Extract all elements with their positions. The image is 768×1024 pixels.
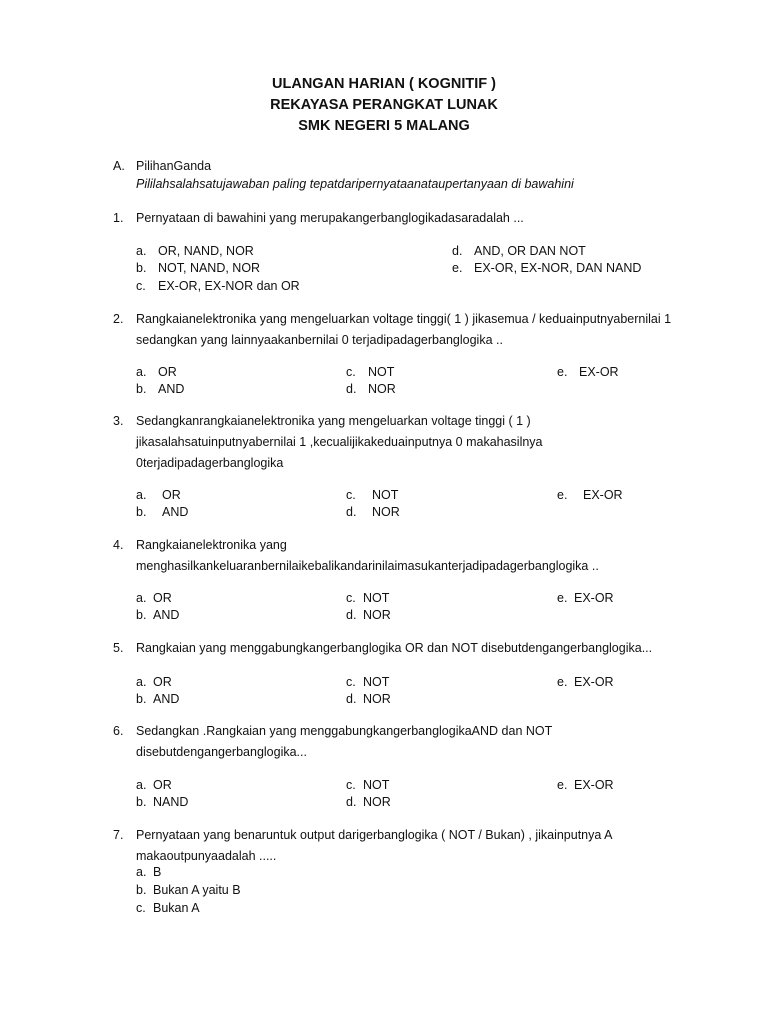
option-letter: d. [452, 244, 463, 258]
answer-option[interactable] [557, 488, 623, 502]
option-letter: c. [346, 365, 356, 379]
answer-option[interactable] [346, 488, 398, 502]
question-number: 2. [113, 312, 124, 326]
option-text: EX-OR, EX-NOR dan OR [158, 279, 300, 293]
answer-option[interactable] [346, 778, 389, 792]
option-letter: e. [452, 261, 463, 275]
answer-option[interactable] [136, 261, 260, 275]
option-letter: c. [136, 901, 146, 915]
option-letter: a. [136, 244, 147, 258]
section-title: PilihanGanda [136, 159, 212, 173]
option-letter: c. [346, 488, 356, 502]
answer-option[interactable] [452, 244, 586, 258]
header-line-3: SMK NEGERI 5 MALANG [298, 118, 470, 134]
question-text: Pernyataan di bawahini yang merupakangerbanglogikadasaradalah ... [136, 211, 524, 225]
option-text: NOT [363, 675, 390, 689]
option-letter: a. [136, 365, 147, 379]
option-text: AND [153, 608, 180, 622]
answer-option[interactable] [136, 608, 179, 622]
option-text: AND, OR DAN NOT [474, 244, 586, 258]
answer-option[interactable] [136, 488, 181, 502]
option-text: B [153, 865, 162, 879]
option-letter: a. [136, 675, 147, 689]
option-text: NOR [363, 795, 391, 809]
answer-option[interactable] [557, 778, 614, 792]
option-letter: b. [136, 692, 147, 706]
answer-option[interactable] [346, 608, 391, 622]
option-letter: d. [346, 692, 357, 706]
option-text: NOT [363, 778, 390, 792]
option-text: OR [153, 591, 172, 605]
option-letter: e. [557, 488, 568, 502]
option-text: AND [158, 382, 185, 396]
option-text: EX-OR [574, 675, 614, 689]
answer-option[interactable] [136, 795, 188, 809]
answer-option[interactable] [346, 692, 391, 706]
option-letter: c. [346, 675, 356, 689]
option-letter: d. [346, 608, 357, 622]
option-letter: c. [346, 778, 356, 792]
answer-option[interactable] [136, 901, 200, 915]
question-number: 4. [113, 538, 124, 552]
option-letter: c. [346, 591, 356, 605]
question-text: makaoutpunyaadalah ..... [136, 849, 277, 863]
question-number: 6. [113, 724, 124, 738]
question-text: 0terjadipadagerbanglogika [136, 456, 284, 470]
answer-option[interactable] [136, 692, 179, 706]
option-text: NOR [372, 505, 400, 519]
question-text: disebutdengangerbanglogika... [136, 745, 307, 759]
question-number: 7. [113, 828, 124, 842]
option-letter: b. [136, 505, 147, 519]
option-text: OR [153, 675, 172, 689]
question-text: Rangkaian yang menggabungkangerbanglogika OR dan NOT disebutdengangerbanglogika... [136, 641, 653, 655]
question-number: 3. [113, 414, 124, 428]
answer-option[interactable] [136, 778, 172, 792]
header-line-1: ULANGAN HARIAN ( KOGNITIF ) [272, 76, 496, 92]
option-letter: e. [557, 778, 568, 792]
answer-option[interactable] [557, 591, 614, 605]
option-text: AND [153, 692, 180, 706]
question-text: jikasalahsatuinputnyabernilai 1 ,kecualijikakeduainputnya 0 makahasilnya [136, 435, 543, 449]
answer-option[interactable] [346, 505, 400, 519]
question-number: 5. [113, 641, 124, 655]
option-text: Bukan A [153, 901, 200, 915]
question-text: Rangkaianelektronika yang [136, 538, 287, 552]
answer-option[interactable] [557, 365, 619, 379]
option-text: NOR [363, 692, 391, 706]
option-letter: b. [136, 795, 147, 809]
option-text: EX-OR [574, 778, 614, 792]
answer-option[interactable] [136, 591, 172, 605]
section-letter: A. [113, 159, 125, 173]
question-text: Sedangkan .Rangkaian yang menggabungkangerbanglogikaAND dan NOT [136, 724, 553, 738]
option-letter: d. [346, 795, 357, 809]
section-instruction: Pililahsalahsatujawaban paling tepatdaripernyataanataupertanyaan di bawahini [136, 177, 574, 191]
option-text: OR [153, 778, 172, 792]
option-text: NOR [363, 608, 391, 622]
option-letter: e. [557, 675, 568, 689]
option-text: AND [162, 505, 189, 519]
option-text: NOT [363, 591, 390, 605]
question-text: sedangkan yang lainnyaakanbernilai 0 terjadipadagerbanglogika .. [136, 333, 503, 347]
option-text: OR [162, 488, 181, 502]
answer-option[interactable] [346, 795, 391, 809]
answer-option[interactable] [346, 591, 389, 605]
answer-option[interactable] [136, 505, 188, 519]
question-text: Rangkaianelektronika yang mengeluarkan voltage tinggi( 1 ) jikasemua / keduainputnyabernilai 1 [136, 312, 672, 326]
question-text: Sedangkanrangkaianelektronika yang mengeluarkan voltage tinggi ( 1 ) [136, 414, 531, 428]
option-text: NOR [368, 382, 396, 396]
option-letter: a. [136, 865, 147, 879]
option-letter: b. [136, 608, 147, 622]
question-text: menghasilkankeluaranbernilaikebalikandarinilaimasukanterjadipadagerbanglogika .. [136, 559, 599, 573]
option-text: OR, NAND, NOR [158, 244, 254, 258]
option-letter: b. [136, 382, 147, 396]
option-text: EX-OR [583, 488, 623, 502]
answer-option[interactable] [346, 382, 396, 396]
option-text: Bukan A yaitu B [153, 883, 241, 897]
option-letter: e. [557, 365, 568, 379]
option-letter: d. [346, 505, 357, 519]
option-text: NAND [153, 795, 189, 809]
answer-option[interactable] [136, 279, 300, 293]
option-text: EX-OR, EX-NOR, DAN NAND [474, 261, 642, 275]
answer-option[interactable] [136, 883, 241, 897]
document-header [0, 74, 768, 137]
answer-option[interactable] [346, 365, 394, 379]
answer-option[interactable] [136, 244, 254, 258]
answer-option[interactable] [136, 675, 172, 689]
option-text: OR [158, 365, 177, 379]
answer-option[interactable] [346, 675, 389, 689]
option-letter: a. [136, 591, 147, 605]
question-number: 1. [113, 211, 124, 225]
question-text: Pernyataan yang benaruntuk output darigerbanglogika ( NOT / Bukan) , jikainputnya A [136, 828, 613, 842]
option-letter: a. [136, 778, 147, 792]
option-text: NOT, NAND, NOR [158, 261, 261, 275]
answer-option[interactable] [136, 382, 184, 396]
option-letter: b. [136, 883, 147, 897]
answer-option[interactable] [557, 675, 614, 689]
header-line-2: REKAYASA PERANGKAT LUNAK [270, 97, 498, 113]
option-text: EX-OR [579, 365, 619, 379]
option-letter: b. [136, 261, 147, 275]
option-text: EX-OR [574, 591, 614, 605]
option-text: NOT [368, 365, 395, 379]
option-letter: a. [136, 488, 147, 502]
answer-option[interactable] [136, 365, 177, 379]
answer-option[interactable] [136, 865, 161, 879]
option-letter: c. [136, 279, 146, 293]
option-letter: d. [346, 382, 357, 396]
answer-option[interactable] [452, 261, 641, 275]
option-letter: e. [557, 591, 568, 605]
option-text: NOT [372, 488, 399, 502]
